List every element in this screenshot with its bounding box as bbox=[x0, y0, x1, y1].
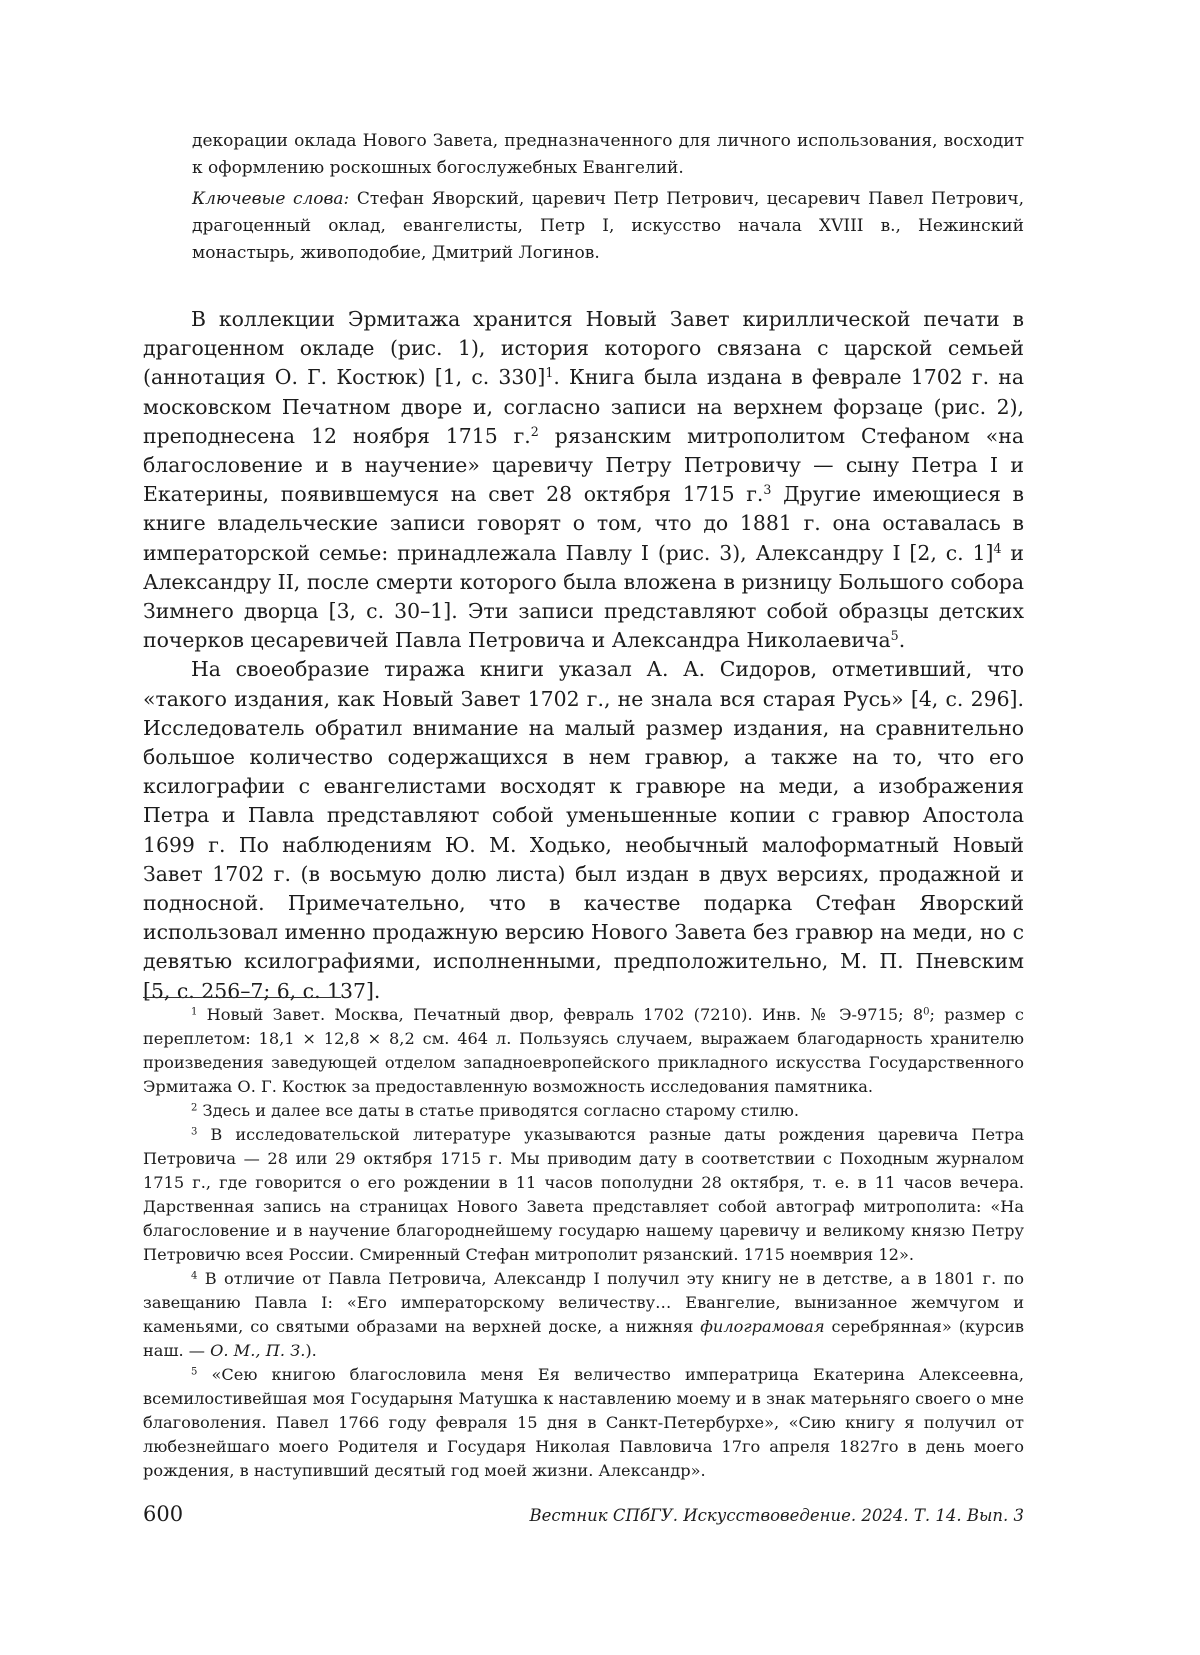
keywords-list: Стефан Яворский, царевич Петр Петрович, цесаревич Павел Петрович, драгоценный оклад, евангелисты, Петр I, искусство начала XVIII в., Нежинский монастырь, живоподобие, Дмитрий Логинов. bbox=[192, 189, 1024, 263]
text-run: серебрянная» (курсив наш. — bbox=[143, 1317, 1024, 1360]
body-paragraph-2: На своеобразие тиража книги указал А. А. Сидоров, отметивший, что «такого издания, как Новый Завет 1702 г., не знала вся старая Русь» [4, с. 296]. Исследователь обратил внимание на малый размер издания, на сравнительно большое количество содержащихся в нем гравюр, а также на то, что его ксилографии с евангелистами восходят к гравюре на меди, а изображения Петра и Павла представляют собой уменьшенные копии с гравюр Апостола 1699 г. По наблюдениям Ю. М. Ходько, необычный малоформатный Новый Завет 1702 г. (в восьмую долю листа) был издан в двух версиях, продажной и подносной. Примечательно, что в качестве подарка Стефан Яворский использовал именно продажную версию Нового Завета без гравюр на меди, но с девятью ксилографиями, исполненными, предположительно, М. П. Пневским [5, с. 256–7; 6, с. 137]. bbox=[143, 657, 1024, 1003]
page-footer bbox=[143, 1502, 1024, 1534]
footnotes-section bbox=[143, 1003, 1024, 1483]
text-run: Другие имеющиеся в книге владельческие записи говорят о том, что до 1881 г. она оставалась в императорской семье: принадлежала Павлу I (рис. 3), Александру I [2, с. 1] bbox=[143, 482, 1025, 565]
footnote-1 bbox=[143, 1003, 1024, 1099]
abstract-section bbox=[192, 128, 1024, 267]
text-run: . Книга была издана в феврале 1702 г. на московском Печатном дворе и, согласно записи на верхнем форзаце (рис. 2), преподнесена 12 ноября 1715 г. bbox=[143, 365, 1024, 448]
text-run: В коллекции Эрмитажа хранится Новый Завет кириллической печати в драгоценном окладе (рис. 1), история которого связана с царской семьей (аннотация О. Г. Костюк) [1, с. 330] bbox=[143, 307, 1024, 390]
footnote-4 bbox=[143, 1267, 1024, 1363]
footnote-ref-5: 5 bbox=[890, 628, 899, 644]
text-run: ). bbox=[305, 1341, 317, 1360]
footnote-number: 5 bbox=[191, 1366, 198, 1378]
text-run: Здесь и далее все даты в статье приводятся согласно старому стилю. bbox=[197, 1101, 799, 1120]
main-text bbox=[143, 305, 1024, 1006]
body-paragraph-1 bbox=[143, 305, 1024, 655]
page-number: 600 bbox=[143, 1502, 184, 1526]
footnote-ref-2: 2 bbox=[530, 423, 539, 439]
text-run: В отличие от Павла Петровича, Александр I получил эту книгу не в детстве, а в 1801 г. по завещанию Павла I: «Его императорскому величеству… Евангелие, вынизанное жемчугом и каменьями, со святыми образами на верхней доске, а нижняя bbox=[143, 1269, 1024, 1336]
footnote-ref-3: 3 bbox=[763, 482, 772, 498]
footnote-ref-4: 4 bbox=[993, 540, 1002, 556]
text-run: . bbox=[898, 628, 906, 653]
keywords bbox=[192, 186, 1024, 267]
text-run: В исследовательской литературе указываются разные даты рождения царевича Петра Петровича — 28 или 29 октября 1715 г. Мы приводим дату в соответствии с Походным журналом 1715 г., где говорится о его рождении в 11 часов пополудни 28 октября, т. е. в 11 часов вечера. Дарственная запись на страницах Нового Завета представляет собой автограф митрополита: «На благословение и в научение благороднейшему государю нашему царевичу и великому князю Петру Петровичю всея России. Смиренный Стефан митрополит рязанский. 1715 ноемврия 12». bbox=[143, 1125, 1024, 1264]
footnote-number: 4 bbox=[191, 1270, 198, 1282]
journal-title: Вестник СПбГУ. Искусствоведение. 2024. Т. 14. Вып. 3 bbox=[529, 1506, 1024, 1525]
footnote-ref-1: 1 bbox=[545, 365, 554, 381]
footnote-2 bbox=[143, 1099, 1024, 1123]
footnote-number: 1 bbox=[191, 1006, 198, 1018]
footnote-3 bbox=[143, 1123, 1024, 1267]
italic-term: филограмовая bbox=[700, 1317, 825, 1336]
superscript: 0 bbox=[923, 1006, 930, 1018]
text-run: и Александру II, после смерти которого была вложена в ризницу Большого собора Зимнего дворца [3, с. 30–1]. Эти записи представляют собой образцы детских почерков цесаревичей Павла Петровича и Александра Николаевича bbox=[143, 540, 1024, 653]
abstract-tail: декорации оклада Нового Завета, предназначенного для личного использования, восходит к оформлению роскошных богослужебных Евангелий. bbox=[192, 131, 1024, 178]
footnote-number: 2 bbox=[191, 1102, 198, 1114]
footnote-divider bbox=[143, 997, 341, 998]
text-run: ; размер с переплетом: 18,1 × 12,8 × 8,2 см. 464 л. Пользуясь случаем, выражаем благодарность хранителю произведения заведующей отделом западноевропейского прикладного искусства Государственного Эрмитажа О. Г. Костюк за предоставленную возможность исследования памятника. bbox=[143, 1005, 1024, 1096]
footnote-5 bbox=[143, 1363, 1024, 1483]
author-initials: О. М., П. З. bbox=[210, 1341, 306, 1360]
text-run: «Сею книгою благословила меня Ея величество императрица Екатерина Алексеевна, всемилостивейшая моя Государыня Матушка к наставлению моему и в знак матерьняго своего о мне благоволения. Павел 1766 году февраля 15 дня в Санкт-Петербурхе», «Сию книгу я получил от любезнейшаго моего Родителя и Государя Николая Павловича 17го апреля 1827го в день моего рождения, в наступивший десятый год моей жизни. Александр». bbox=[143, 1365, 1024, 1480]
keywords-label: Ключевые слова: bbox=[192, 189, 350, 209]
text-run: Новый Завет. Москва, Печатный двор, февраль 1702 (7210). Инв. № Э-9715; 8 bbox=[197, 1005, 924, 1024]
footnote-number: 3 bbox=[191, 1126, 198, 1138]
text-run: рязанским митрополитом Стефаном «на благословение и в научение» царевичу Петру Петровичу — сыну Петра I и Екатерины, появившемуся на свет 28 октября 1715 г. bbox=[143, 423, 1024, 507]
